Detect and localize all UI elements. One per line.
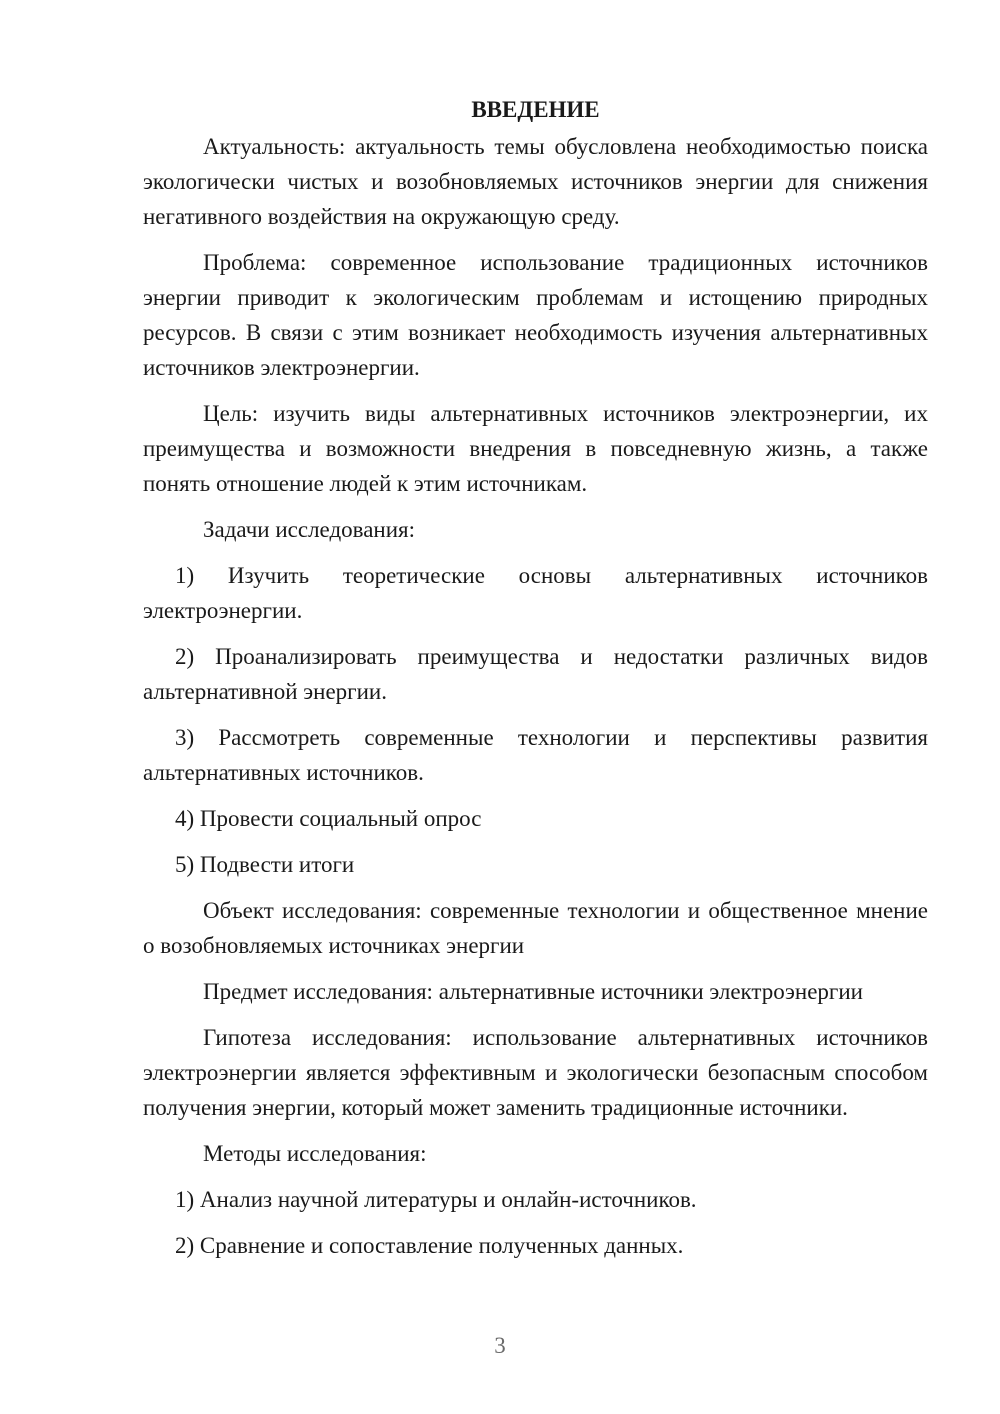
page-number: 3 — [494, 1333, 506, 1358]
hypothesis-paragraph: Гипотеза исследования: использование альтернативных источников электроэнергии является эффективным и экологически безопасным способом получения энергии, который может заменить традиционные источники. — [143, 1025, 928, 1120]
method-item: 1) Анализ научной литературы и онлайн-источников. — [175, 1187, 697, 1212]
subject-paragraph: Предмет исследования: альтернативные источники электроэнергии — [203, 979, 863, 1004]
relevance-paragraph: Актуальность: актуальность темы обусловлена необходимостью поиска экологически чистых и возобновляемых источников энергии для снижения негативного воздействия на окружающую среду. — [143, 134, 928, 229]
task-item: 2) Проанализировать преимущества и недостатки различных видов альтернативной энергии. — [143, 644, 928, 704]
task-item: 1) Изучить теоретические основы альтернативных источников электроэнергии. — [143, 563, 928, 623]
problem-paragraph: Проблема: современное использование традиционных источников энергии приводит к экологическим проблемам и истощению природных ресурсов. В связи с этим возникает необходимость изучения альтернативных источников электроэнергии. — [143, 250, 928, 380]
method-item: 2) Сравнение и сопоставление полученных данных. — [175, 1233, 684, 1258]
task-item: 5) Подвести итоги — [175, 852, 355, 877]
goal-paragraph: Цель: изучить виды альтернативных источников электроэнергии, их преимущества и возможности внедрения в повседневную жизнь, а также понять отношение людей к этим источникам. — [143, 401, 928, 496]
task-item: 4) Провести социальный опрос — [175, 806, 482, 831]
task-item: 3) Рассмотреть современные технологии и перспективы развития альтернативных источников. — [143, 725, 928, 785]
tasks-title: Задачи исследования: — [203, 517, 416, 542]
section-heading: ВВЕДЕНИЕ — [471, 97, 600, 122]
document-page — [143, 92, 928, 1274]
object-paragraph: Объект исследования: современные технологии и общественное мнение о возобновляемых источниках энергии — [143, 898, 928, 958]
methods-title: Методы исследования: — [203, 1141, 427, 1166]
